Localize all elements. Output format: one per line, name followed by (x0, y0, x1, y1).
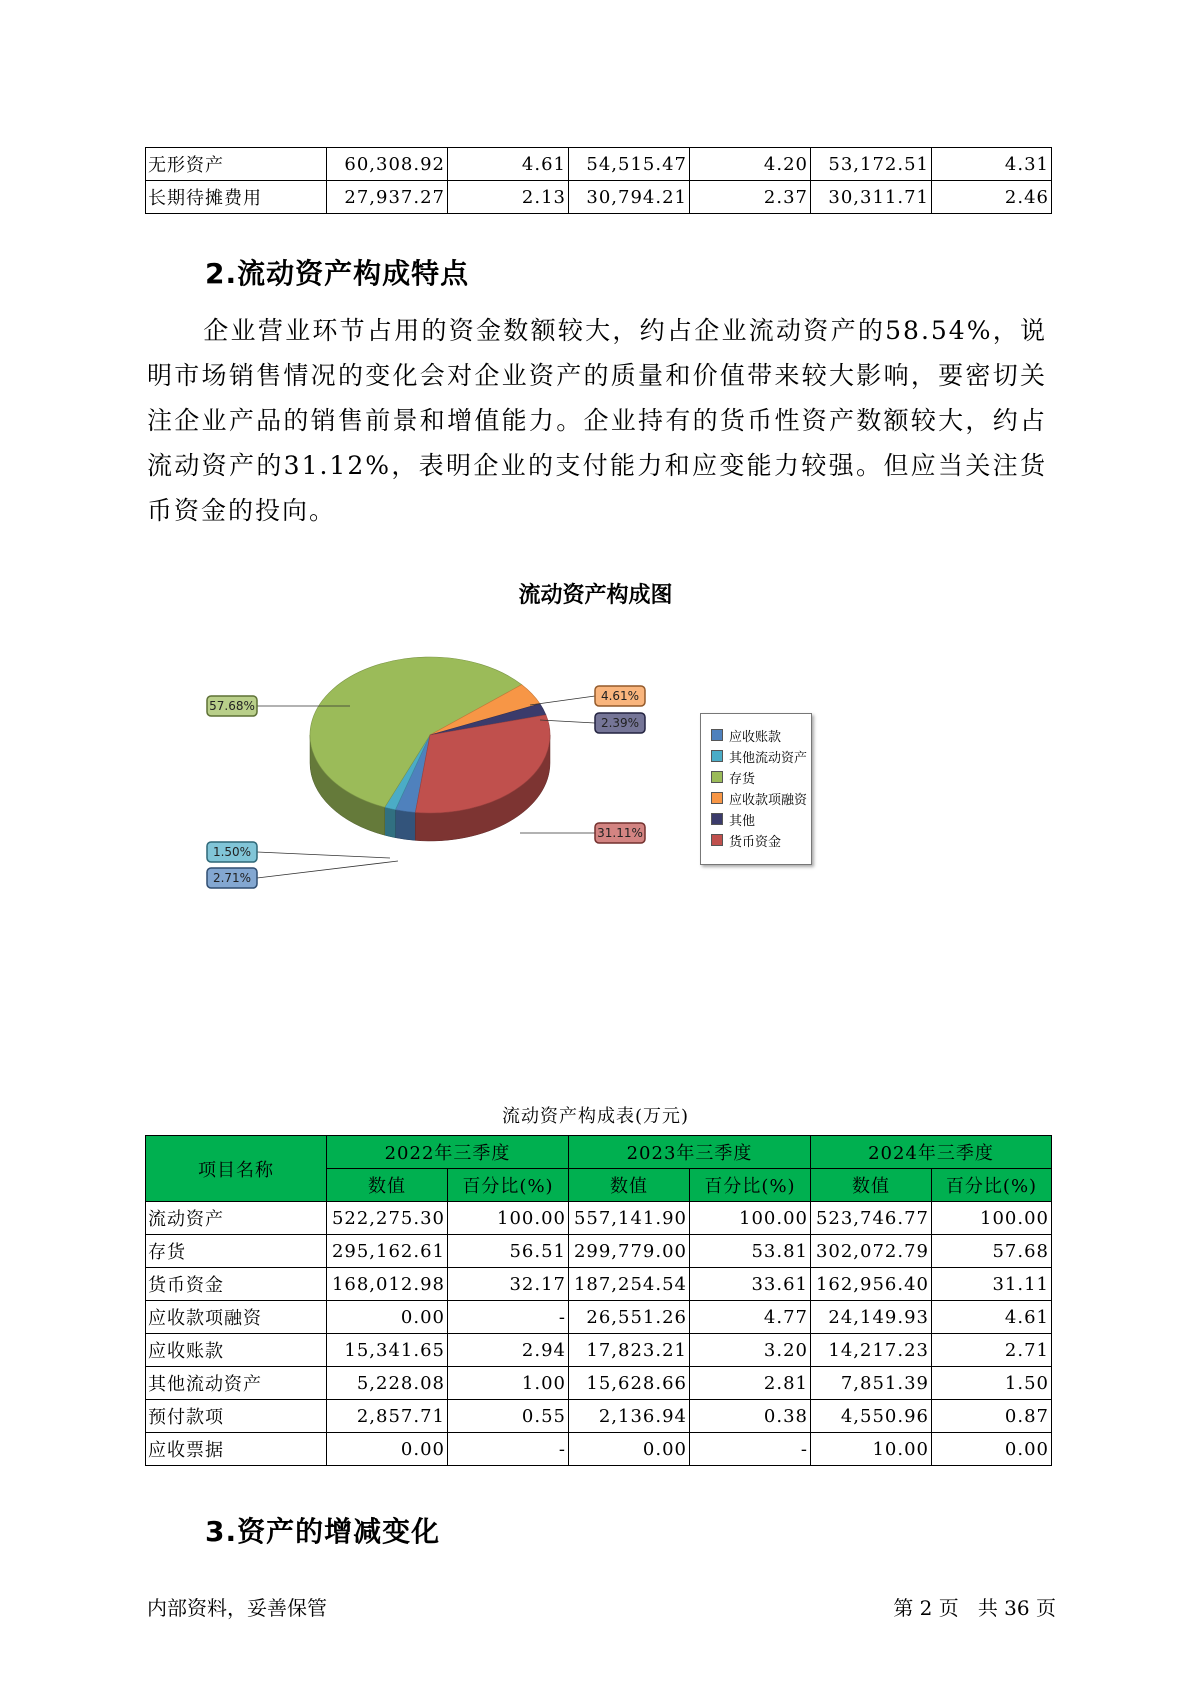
pie-chart (0, 620, 1191, 900)
legend-label: 其他流动资产 (729, 750, 808, 766)
table-row (146, 1367, 1052, 1400)
value-cell: 53,172.51 (811, 148, 932, 181)
value-cell: 10.00 (811, 1433, 932, 1466)
percent-cell: 1.00 (448, 1367, 569, 1400)
value-cell: 295,162.61 (327, 1235, 448, 1268)
value-cell: 0.00 (327, 1301, 448, 1334)
value-cell: 60,308.92 (327, 148, 448, 181)
value-cell: 17,823.21 (569, 1334, 690, 1367)
value-cell: 30,311.71 (811, 181, 932, 214)
percent-cell: 4.20 (690, 148, 811, 181)
percent-cell: 31.11 (932, 1268, 1052, 1301)
table-row (146, 1433, 1052, 1466)
data-label: 57.68% (209, 699, 255, 713)
table-row (146, 1235, 1052, 1268)
header-pct: 百分比(%) (448, 1169, 569, 1202)
footer-left: 内部资料，妥善保管 (147, 1596, 327, 1620)
row-label: 预付款项 (146, 1400, 327, 1433)
table-row (146, 148, 1052, 181)
legend-swatch (711, 750, 723, 762)
value-cell: 2,136.94 (569, 1400, 690, 1433)
legend-label: 存货 (729, 771, 756, 787)
row-label: 流动资产 (146, 1202, 327, 1235)
percent-cell: 56.51 (448, 1235, 569, 1268)
percent-cell: 2.46 (932, 181, 1052, 214)
value-cell: 0.00 (569, 1433, 690, 1466)
legend-item (711, 810, 755, 828)
header-item-name: 项目名称 (146, 1136, 327, 1202)
percent-cell: 2.94 (448, 1334, 569, 1367)
header-pct: 百分比(%) (690, 1169, 811, 1202)
table-row (146, 181, 1052, 214)
table-row (146, 1268, 1052, 1301)
legend-item (711, 747, 807, 765)
row-label: 无形资产 (146, 148, 327, 181)
row-label: 应收款项融资 (146, 1301, 327, 1334)
value-cell: 168,012.98 (327, 1268, 448, 1301)
value-cell: 26,551.26 (569, 1301, 690, 1334)
percent-cell: 0.38 (690, 1400, 811, 1433)
leader-line (530, 696, 595, 705)
percent-cell: 2.37 (690, 181, 811, 214)
percent-cell: - (690, 1433, 811, 1466)
value-cell: 0.00 (327, 1433, 448, 1466)
row-label: 应收账款 (146, 1334, 327, 1367)
value-cell: 24,149.93 (811, 1301, 932, 1334)
percent-cell: 3.20 (690, 1334, 811, 1367)
header-value: 数值 (811, 1169, 932, 1202)
header-year: 2022年三季度 (327, 1136, 569, 1169)
legend-swatch (711, 729, 723, 741)
table-row (146, 1301, 1052, 1334)
legend-label: 其他 (729, 813, 756, 829)
percent-cell: 33.61 (690, 1268, 811, 1301)
data-label: 1.50% (212, 845, 252, 859)
header-pct: 百分比(%) (932, 1169, 1052, 1202)
percent-cell: 1.50 (932, 1367, 1052, 1400)
chart-title: 流动资产构成图 (518, 583, 673, 608)
percent-cell: 2.13 (448, 181, 569, 214)
legend-item (711, 789, 807, 807)
table-caption: 流动资产构成表(万元) (501, 1106, 690, 1127)
percent-cell: 100.00 (932, 1202, 1052, 1235)
header-year: 2023年三季度 (569, 1136, 811, 1169)
legend-swatch (711, 834, 723, 846)
row-label: 长期待摊费用 (146, 181, 327, 214)
value-cell: 7,851.39 (811, 1367, 932, 1400)
percent-cell: 4.31 (932, 148, 1052, 181)
table-row (146, 1334, 1052, 1367)
value-cell: 557,141.90 (569, 1202, 690, 1235)
value-cell: 5,228.08 (327, 1367, 448, 1400)
current-assets-table (145, 1135, 1052, 1466)
value-cell: 4,550.96 (811, 1400, 932, 1433)
legend-item (711, 831, 781, 849)
section-heading: 2.流动资产构成特点 (205, 257, 470, 290)
value-cell: 162,956.40 (811, 1268, 932, 1301)
section-heading: 3.资产的增减变化 (205, 1515, 441, 1548)
row-label: 其他流动资产 (146, 1367, 327, 1400)
legend-label: 货币资金 (729, 834, 782, 850)
leader-line (257, 861, 398, 878)
percent-cell: 4.77 (690, 1301, 811, 1334)
percent-cell: 0.00 (932, 1433, 1052, 1466)
value-cell: 54,515.47 (569, 148, 690, 181)
percent-cell: 0.55 (448, 1400, 569, 1433)
row-label: 应收票据 (146, 1433, 327, 1466)
value-cell: 14,217.23 (811, 1334, 932, 1367)
percent-cell: 53.81 (690, 1235, 811, 1268)
data-label: 4.61% (600, 689, 640, 703)
percent-cell: 100.00 (448, 1202, 569, 1235)
pie-slice-side (385, 807, 396, 837)
value-cell: 2,857.71 (327, 1400, 448, 1433)
legend-swatch (711, 813, 723, 825)
percent-cell: 57.68 (932, 1235, 1052, 1268)
data-label: 31.11% (597, 826, 643, 840)
legend-item (711, 768, 755, 786)
percent-cell: 4.61 (932, 1301, 1052, 1334)
value-cell: 30,794.21 (569, 181, 690, 214)
percent-cell: 32.17 (448, 1268, 569, 1301)
paragraph (147, 308, 1047, 533)
legend-swatch (711, 771, 723, 783)
row-label: 存货 (146, 1235, 327, 1268)
value-cell: 523,746.77 (811, 1202, 932, 1235)
table-row (146, 1400, 1052, 1433)
footer-page-info: 第 2 页 共 36 页 (893, 1596, 1056, 1620)
percent-cell: 100.00 (690, 1202, 811, 1235)
data-label: 2.39% (600, 716, 640, 730)
pie-slice-side (395, 810, 415, 841)
header-year: 2024年三季度 (811, 1136, 1052, 1169)
percent-cell: 0.87 (932, 1400, 1052, 1433)
table-row (146, 1202, 1052, 1235)
legend-label: 应收款项融资 (729, 792, 808, 808)
value-cell: 522,275.30 (327, 1202, 448, 1235)
value-cell: 15,628.66 (569, 1367, 690, 1400)
percent-cell: 2.81 (690, 1367, 811, 1400)
value-cell: 15,341.65 (327, 1334, 448, 1367)
percent-cell: - (448, 1301, 569, 1334)
percent-cell: 2.71 (932, 1334, 1052, 1367)
legend-swatch (711, 792, 723, 804)
value-cell: 27,937.27 (327, 181, 448, 214)
percent-cell: - (448, 1433, 569, 1466)
percent-cell: 4.61 (448, 148, 569, 181)
value-cell: 302,072.79 (811, 1235, 932, 1268)
legend-item (711, 726, 781, 744)
legend-label: 应收账款 (729, 729, 782, 745)
header-value: 数值 (569, 1169, 690, 1202)
value-cell: 299,779.00 (569, 1235, 690, 1268)
leader-line (257, 852, 390, 858)
top-table (145, 147, 1052, 214)
row-label: 货币资金 (146, 1268, 327, 1301)
chart-legend (700, 713, 812, 865)
header-value: 数值 (327, 1169, 448, 1202)
data-label: 2.71% (212, 871, 252, 885)
value-cell: 187,254.54 (569, 1268, 690, 1301)
paragraph-text: 企业营业环节占用的资金数额较大，约占企业流动资产的58.54%，说明市场销售情况的变化会对企业资产的质量和价值带来较大影响，要密切关注企业产品的销售前景和增值能力。企业持有的货币性资产数额较大，约占流动资产的31.12%，表明企业的支付能力和应变能力较强。但应当关注货币资金的投向。 (147, 316, 1047, 525)
